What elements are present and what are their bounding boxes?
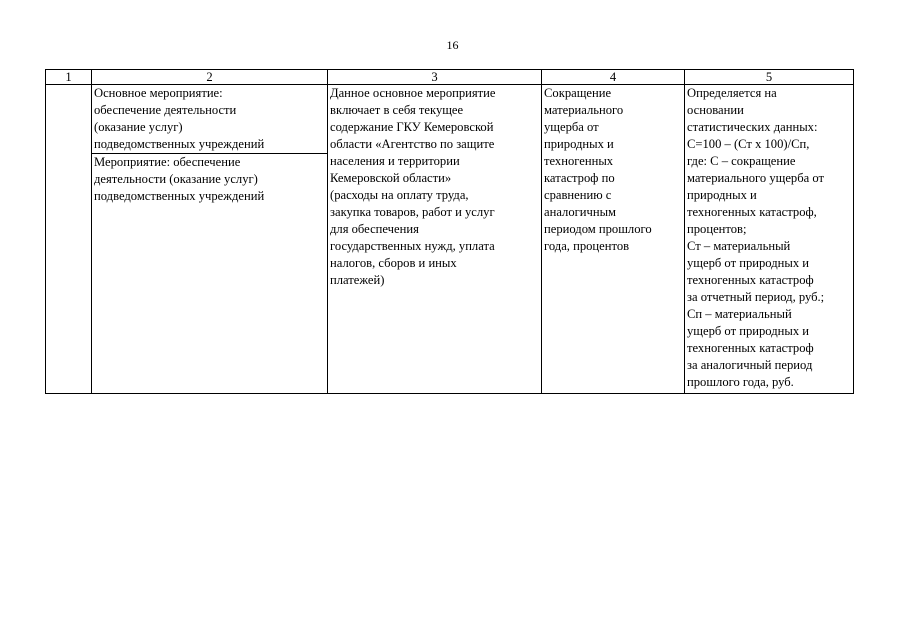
text-line: С=100 – (Ст х 100)/Сп, — [687, 137, 810, 151]
text-line: техногенных катастроф — [687, 341, 814, 355]
text-line: области «Агентство по защите — [330, 137, 495, 151]
text-line: техногенных катастроф, — [687, 205, 817, 219]
text-line: подведомственных учреждений — [94, 189, 265, 203]
cell-description — [328, 85, 542, 394]
activity-text — [94, 154, 326, 205]
text-line: техногенных катастроф — [687, 273, 814, 287]
text-line: за отчетный период, руб.; — [687, 290, 825, 304]
text-line: сравнению с — [544, 188, 612, 202]
text-line: техногенных — [544, 154, 614, 168]
header-row — [46, 70, 854, 85]
text-line: ущерб от природных и — [687, 324, 810, 338]
calculation-method-text — [687, 85, 852, 391]
text-line: (оказание услуг) — [94, 120, 183, 134]
text-line: закупка товаров, работ и услуг — [330, 205, 495, 219]
text-line: ущерб от природных и — [687, 256, 810, 270]
text-line: налогов, сборов и иных — [330, 256, 457, 270]
table-row — [46, 85, 854, 154]
text-line: платежей) — [330, 273, 385, 287]
text-line: материального — [544, 103, 624, 117]
text-line: ущерба от — [544, 120, 599, 134]
text-line: материального ущерба от — [687, 171, 824, 185]
header-cell-1: 1 — [46, 70, 92, 85]
text-line: Сокращение — [544, 86, 612, 100]
text-line: для обеспечения — [330, 222, 419, 236]
text-line: подведомственных учреждений — [94, 137, 265, 151]
text-line: основании — [687, 103, 744, 117]
description-text — [330, 85, 540, 289]
text-line: процентов; — [687, 222, 747, 236]
text-line: включает в себя текущее — [330, 103, 464, 117]
text-line: деятельности (оказание услуг) — [94, 172, 258, 186]
cell-col1 — [46, 85, 92, 394]
text-line: государственных нужд, уплата — [330, 239, 495, 253]
text-line: прошлого года, руб. — [687, 375, 794, 389]
indicator-text — [544, 85, 683, 255]
cell-indicator — [542, 85, 685, 394]
text-line: Мероприятие: обеспечение — [94, 155, 241, 169]
text-line: Кемеровской области» — [330, 171, 452, 185]
header-cell-4: 4 — [542, 70, 685, 85]
text-line: содержание ГКУ Кемеровской — [330, 120, 494, 134]
text-line: Определяется на — [687, 86, 777, 100]
indicator-table — [45, 69, 854, 394]
header-cell-2: 2 — [92, 70, 328, 85]
text-line: населения и территории — [330, 154, 460, 168]
text-line: периодом прошлого — [544, 222, 652, 236]
text-line: года, процентов — [544, 239, 630, 253]
text-line: природных и — [687, 188, 757, 202]
text-line: Основное мероприятие: — [94, 86, 223, 100]
text-line: Сп – материальный — [687, 307, 792, 321]
text-line: где: С – сокращение — [687, 154, 796, 168]
text-line: природных и — [544, 137, 614, 151]
text-line: обеспечение деятельности — [94, 103, 237, 117]
cell-main-activity — [92, 85, 328, 154]
text-line: катастроф по — [544, 171, 615, 185]
text-line: Данное основное мероприятие — [330, 86, 496, 100]
header-cell-5: 5 — [685, 70, 854, 85]
text-line: аналогичным — [544, 205, 617, 219]
text-line: за аналогичный период — [687, 358, 813, 372]
cell-calculation-method — [685, 85, 854, 394]
main-activity-text — [94, 85, 326, 153]
page-number: 16 — [446, 38, 459, 52]
text-line: Ст – материальный — [687, 239, 791, 253]
header-cell-3: 3 — [328, 70, 542, 85]
text-line: (расходы на оплату труда, — [330, 188, 469, 202]
text-line: статистических данных: — [687, 120, 818, 134]
cell-activity — [92, 154, 328, 394]
